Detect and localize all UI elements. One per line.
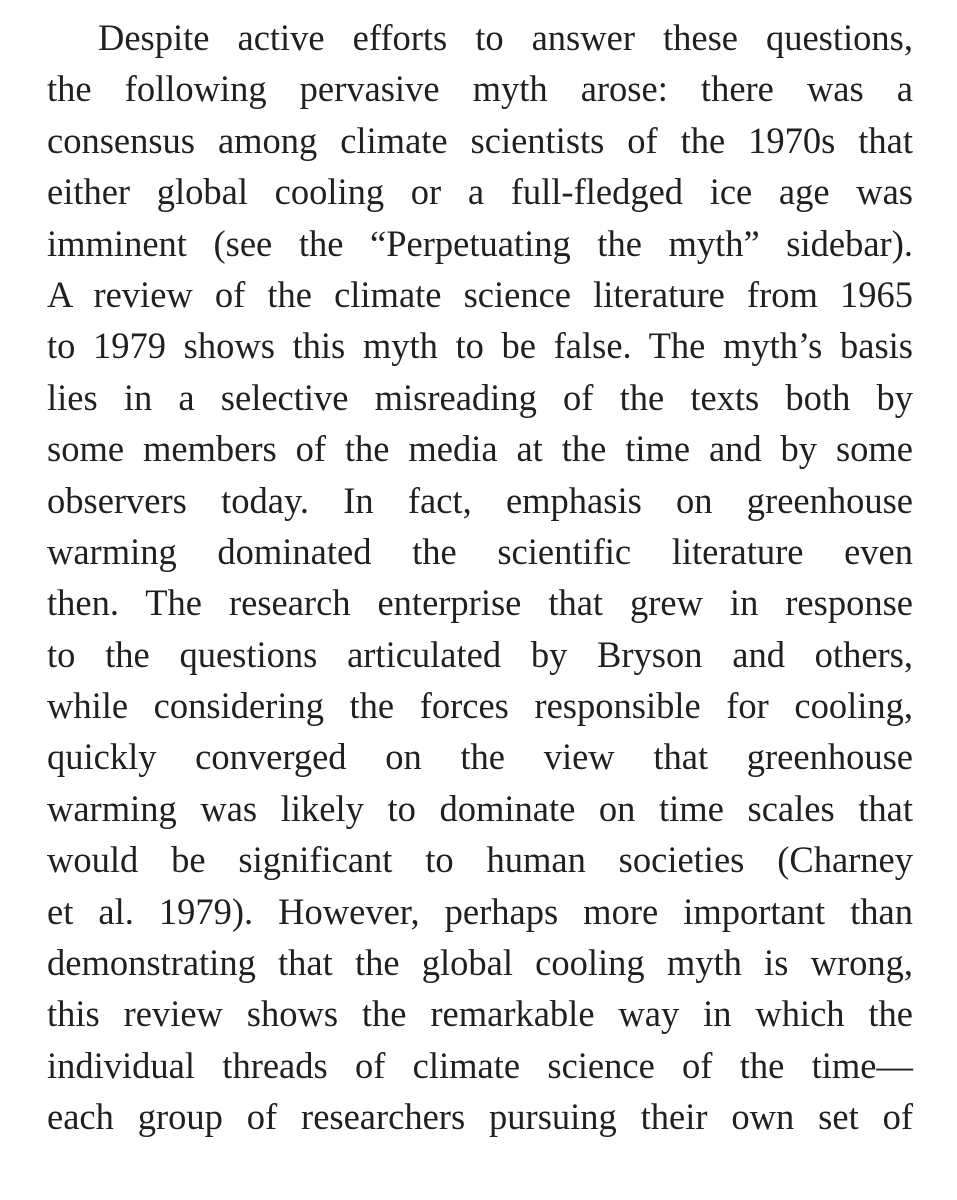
- text-line: the following pervasive myth arose: there was a: [47, 68, 913, 110]
- body-paragraph: [47, 12, 913, 1143]
- text-line: this review shows the remarkable way in which the: [47, 993, 913, 1035]
- text-line: et al. 1979). However, perhaps more important than: [47, 890, 913, 932]
- text-line: observers today. In fact, emphasis on greenhouse: [47, 479, 913, 521]
- text-line: to 1979 shows this myth to be false. The myth’s basis: [47, 325, 913, 367]
- text-line: either global cooling or a full-fledged ice age was: [47, 171, 913, 213]
- text-line: demonstrating that the global cooling myth is wrong,: [47, 942, 913, 984]
- text-line: imminent (see the “Perpetuating the myth” sidebar).: [47, 222, 913, 264]
- text-line: warming was likely to dominate on time scales that: [47, 787, 913, 829]
- text-line: to the questions articulated by Bryson and others,: [47, 633, 913, 675]
- text-line: consensus among climate scientists of the 1970s that: [47, 119, 913, 161]
- text-line: each group of researchers pursuing their own set of: [47, 1096, 913, 1138]
- text-line: some members of the media at the time and by some: [47, 428, 913, 470]
- text-line: warming dominated the scientific literature even: [47, 530, 913, 572]
- text-line: individual threads of climate science of the time—: [47, 1044, 913, 1086]
- text-line: then. The research enterprise that grew in response: [47, 582, 913, 624]
- text-line: lies in a selective misreading of the texts both by: [47, 376, 913, 418]
- text-line: quickly converged on the view that greenhouse: [47, 736, 913, 778]
- text-line: while considering the forces responsible for cooling,: [47, 685, 913, 727]
- text-line: would be significant to human societies (Charney: [47, 839, 913, 881]
- text-line: Despite active efforts to answer these questions,: [98, 17, 913, 58]
- text-line: A review of the climate science literature from 1965: [47, 273, 913, 315]
